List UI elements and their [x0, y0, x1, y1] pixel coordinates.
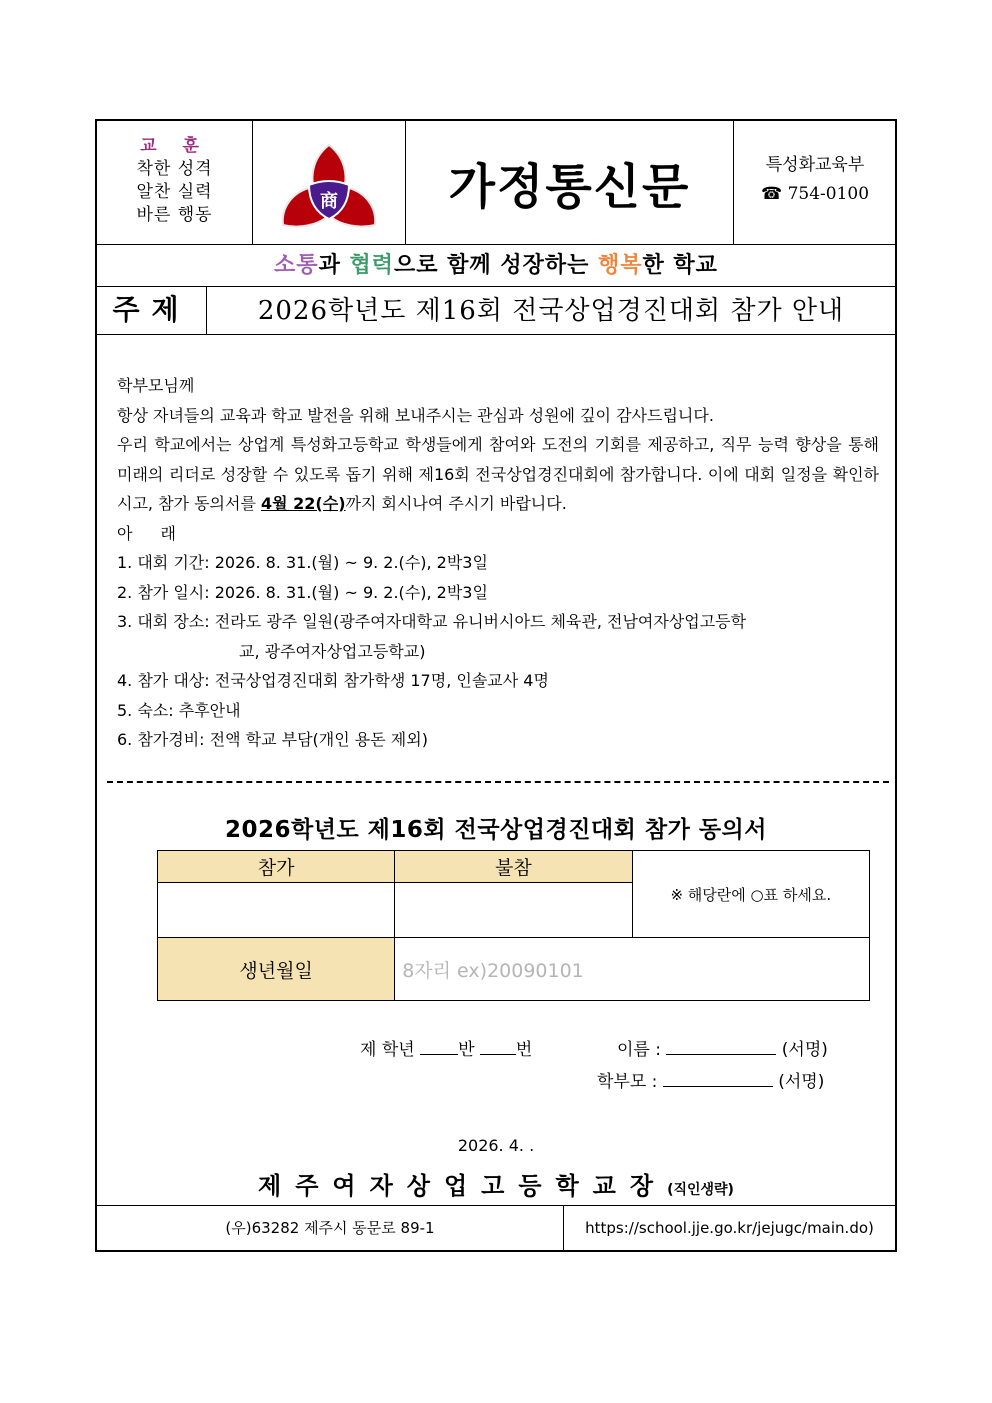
deadline-date: 4월 22(수): [261, 494, 346, 513]
motto-line: 알찬 실력: [136, 182, 213, 202]
footer: [97, 1205, 895, 1252]
signature-suffix: (서명): [781, 1040, 828, 1060]
birthdate-input[interactable]: 8자리 ex)20090101: [395, 938, 870, 1001]
paragraph: [117, 430, 879, 519]
student-info-line: [360, 1035, 532, 1060]
consent-form-title: 2026학년도 제16회 전국상업경진대회 참가 동의서: [225, 817, 767, 843]
detail-item: 3. 대회 장소: 전라도 광주 일원(광주여자대학교 유니버시아드 체육관, 전남여자상업고등학: [117, 612, 747, 631]
principal-title: 제주여자상업고등학교장: [258, 1172, 668, 1200]
header: [97, 121, 895, 245]
detail-item: 2. 참가 일시: 2026. 8. 31.(월) ~ 9. 2.(수), 2박3일: [117, 582, 488, 602]
slogan-word-communication: 소통: [274, 252, 319, 278]
school-slogan: [97, 245, 895, 287]
phone-icon: ☎: [760, 184, 783, 204]
parent-label: 학부모 :: [597, 1072, 658, 1092]
student-signature-blank[interactable]: [666, 1053, 776, 1055]
parent-signature-line: [597, 1067, 824, 1092]
detail-item: 1. 대회 기간: 2026. 8. 31.(월) ~ 9. 2.(수), 2박3일: [117, 553, 488, 572]
detail-item: 5. 숙소: 추후안내: [117, 700, 241, 720]
school-logo: [253, 121, 406, 244]
slogan-text: 과: [318, 252, 350, 278]
phone-number: 754-0100: [787, 184, 870, 204]
slogan-text: 으로 함께 성장하는: [394, 252, 598, 278]
school-motto: [97, 121, 253, 244]
student-signature-line: [617, 1035, 828, 1060]
principal-line: [97, 1166, 895, 1201]
slogan-word-happiness: 행복: [598, 252, 643, 278]
school-address: (우)63282 제주시 동문로 89-1: [97, 1206, 564, 1252]
slogan-word-cooperation: 협력: [349, 252, 394, 278]
phone-line: [734, 180, 896, 209]
paragraph: 항상 자녀들의 교육과 학교 발전을 위해 보내주시는 관심과 성원에 깊이 감사드립니다.: [117, 405, 714, 425]
detail-item-continued: 교, 광주여자상업고등학교): [239, 641, 426, 661]
paragraph-text: 우리 학교에서는 상업계 특성화고등학교 학생들에게 참여와 도전의 기회를 제공하고, 직무 능력 향상을 통해 미래의 리더로 성장할 수 있도록 돕기 위해 제16회 전국상업경진대회에 참가합니다. 이에 대회 일정을 확인하시고, 참가 동의서를: [117, 435, 879, 513]
motto-title: 교 훈: [140, 136, 209, 156]
signature-suffix: (서명): [778, 1072, 825, 1092]
birthdate-label: 생년월일: [158, 938, 395, 1001]
motto-line: 바른 행동: [136, 205, 213, 225]
notice-heading: 아래: [117, 523, 204, 543]
slogan-text: 한 학교: [642, 252, 718, 278]
cut-line-divider: [107, 781, 889, 783]
salutation: 학부모님께: [117, 376, 195, 395]
school-emblem-icon: [253, 121, 406, 243]
grade-label: 제 학년: [360, 1040, 415, 1060]
newsletter-title: 가정통신문: [448, 159, 691, 215]
motto-line: 착한 성격: [136, 159, 213, 179]
subject-row: [97, 287, 895, 335]
class-label: 반: [458, 1040, 475, 1060]
department-name: 특성화교육부: [765, 155, 865, 175]
attend-header: 참가: [158, 851, 395, 883]
paragraph-text: 까지 회시나여 주시기 바랍니다.: [345, 494, 567, 513]
detail-item: 4. 참가 대상: 전국상업경진대회 참가학생 17명, 인솔교사 4명: [117, 671, 549, 690]
subject-label: 주제: [97, 287, 207, 334]
svg-text:商: 商: [320, 191, 338, 212]
attend-checkbox-cell[interactable]: [158, 883, 395, 938]
letter-body: [117, 371, 879, 755]
subject-text: 2026학년도 제16회 전국상업경진대회 참가 안내: [257, 296, 845, 326]
department-info: [734, 121, 897, 244]
number-label: 번: [515, 1040, 533, 1060]
detail-item: 6. 참가경비: 전액 학교 부담(개인 용돈 제외): [117, 730, 428, 749]
seal-note: (직인생략): [667, 1182, 734, 1198]
issue-date: 2026. 4. .: [457, 1136, 535, 1155]
absent-header: 불참: [395, 851, 632, 883]
absent-checkbox-cell[interactable]: [395, 883, 632, 938]
newsletter-page: [95, 119, 897, 1252]
class-blank[interactable]: [420, 1053, 458, 1055]
school-website-link[interactable]: https://school.jje.go.kr/jejugc/main.do): [585, 1219, 874, 1237]
consent-table: [157, 850, 870, 1001]
newsletter-title-cell: [406, 121, 734, 244]
name-label: 이름 :: [617, 1040, 661, 1060]
mark-instruction: ※ 해당란에 ○표 하세요.: [632, 851, 869, 938]
parent-signature-blank[interactable]: [663, 1085, 773, 1087]
number-blank[interactable]: [480, 1053, 516, 1055]
